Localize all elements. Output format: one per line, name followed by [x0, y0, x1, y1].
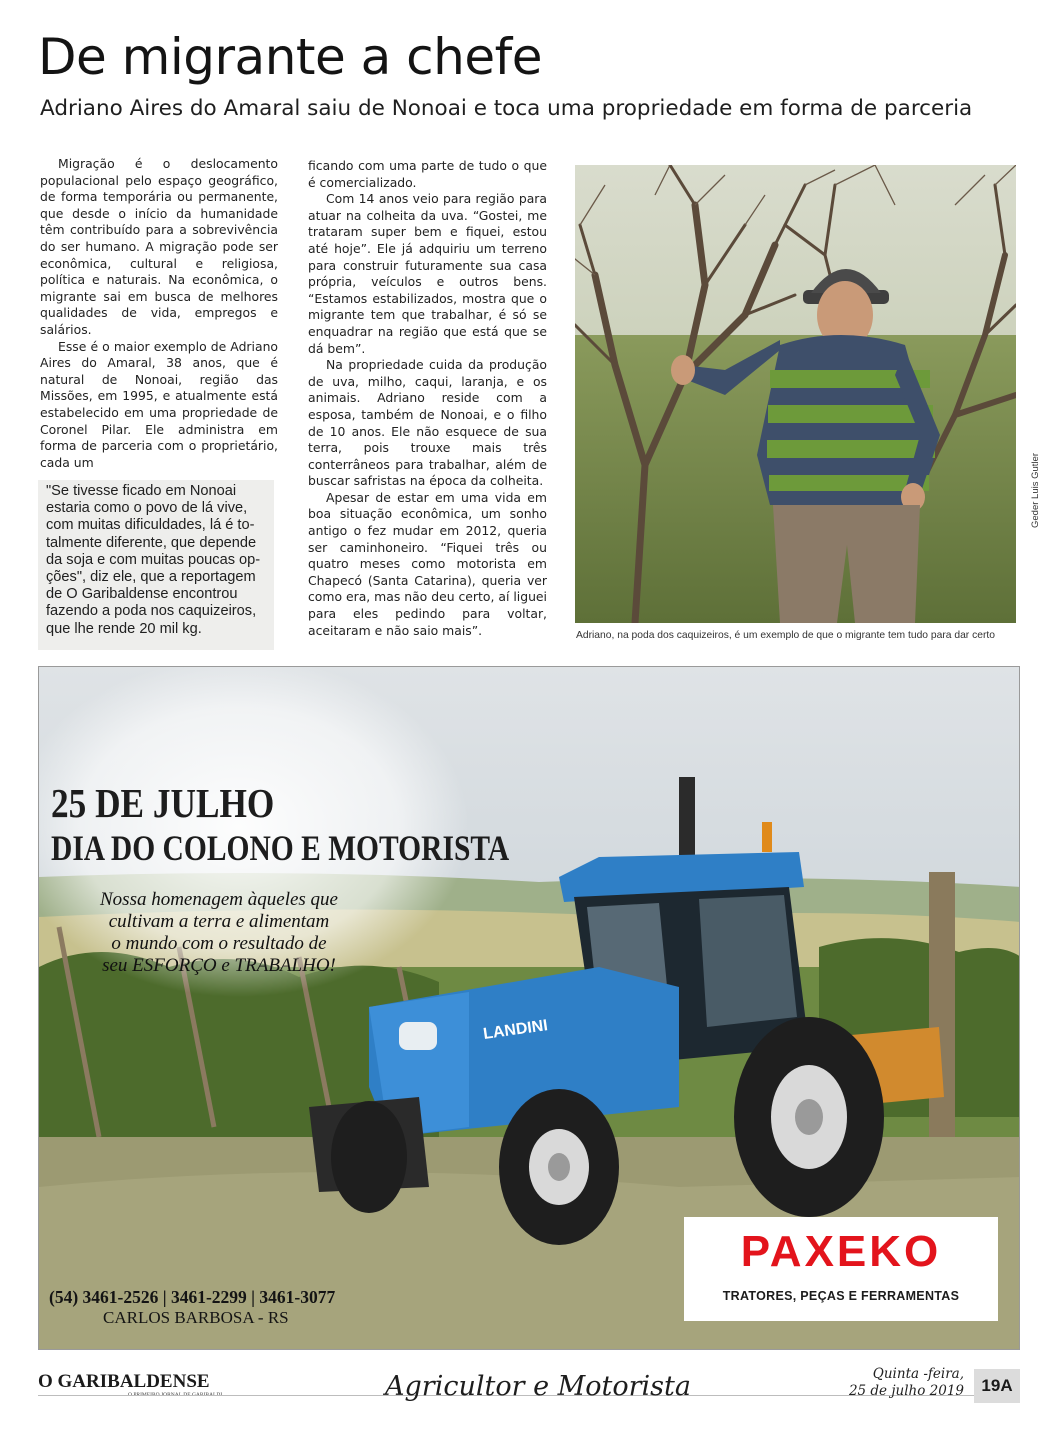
- pull-quote-line: ções", diz ele, que a reportagem: [46, 569, 256, 586]
- article-paragraph: Com 14 anos veio para região para atuar na colheita da uva. “Gostei, me trataram super bem e fiquei, estou até hoje”. Ele já adquiriu um terreno para construir futuramente sua casa própria, veículos e outros bens. “Estamos estabilizados, mostra que o migrante tem que trabalhar, é só se enquadrar na região que está que se dá bem”.: [308, 191, 547, 356]
- pull-quote-line: "Se tivesse ficado em Nonoai: [46, 483, 237, 499]
- pull-quote-line: talmente diferente, que depende: [46, 534, 257, 551]
- pull-quote-line: estaria como o povo de lá vive,: [46, 500, 248, 517]
- farmer-pruning-photo: [575, 165, 1016, 623]
- article-photo: [575, 165, 1016, 623]
- ad-city: CARLOS BARBOSA - RS: [103, 1308, 289, 1327]
- newspaper-masthead: O GARIBALDENSE: [38, 1371, 210, 1392]
- article-paragraph: Apesar de estar em uma vida em boa situação econômica, um sonho antigo o fez mudar em 2012, queria ser caminhoneiro. “Fiquei três ou quatro meses como motorista em Chapecó (Santa Catarina), queria ver como era, mas não deu certo, aí liguei para eles pedindo para voltar, aceitaram e não saio mais”.: [308, 489, 547, 638]
- page-number: 19A: [974, 1369, 1020, 1403]
- logo-wordmark: PAXEKO: [740, 1227, 942, 1276]
- pull-quote: [38, 480, 274, 650]
- article-paragraph: ficando com uma parte de tudo o que é comercializado.: [308, 158, 547, 190]
- pull-quote-line: fazendo a poda nos caquizeiros,: [46, 603, 257, 620]
- issue-date: [830, 1366, 964, 1400]
- ad-tagline-line: o mundo com o resultado de: [111, 933, 327, 954]
- pull-quote-line: da soja e com muitas poucas op-: [46, 551, 261, 568]
- subheadline: Adriano Aires do Amaral saiu de Nonoai e toca uma propriedade em forma de parceria: [40, 96, 973, 121]
- pull-quote-line: com muitas dificuldades, lá é to-: [46, 517, 255, 534]
- ad-subtitle: DIA DO COLONO E MOTORISTA: [51, 828, 510, 868]
- paxeko-logo: [684, 1217, 998, 1321]
- ad-phone-numbers: (54) 3461-2526 | 3461-2299 | 3461-3077: [49, 1287, 336, 1307]
- photo-caption: Adriano, na poda dos caquizeiros, é um exemplo de que o migrante tem tudo para dar certo: [576, 630, 995, 641]
- ad-tagline-line: Nossa homenagem àqueles que: [100, 889, 338, 910]
- ad-tagline-line: cultivam a terra e alimentam: [108, 911, 330, 932]
- issue-weekday: Quinta -feira,: [872, 1366, 964, 1382]
- headline: De migrante a chefe: [38, 28, 542, 86]
- article-paragraph: Migração é o deslocamento populacional pelo espaço geográfico, de forma temporária ou permanente, que desde o início da humanidade têm contribuído para a sobrevivência do ser humano. A migração pode ser econômica, cultural e religiosa, política e naturais. Na econômica, o migrante sai em busca de melhores qualidades de vida, empregos e salários.: [40, 156, 278, 337]
- article-paragraph: Esse é o maior exemplo de Adriano Aires do Amaral, 38 anos, que é natural de Nonoai, região das Missões, em 1995, e atualmente está estabelecido em uma propriedade de Coronel Pilar. Ele administra em forma de parceria com o proprietário, cada um: [40, 338, 278, 470]
- section-title: Agricultor e Motorista: [385, 1371, 691, 1402]
- tractor-brand-label: LANDINI: [482, 1017, 549, 1043]
- article-column-1: [40, 156, 278, 471]
- photo-credit: Geder Luis Gutler: [1030, 453, 1041, 528]
- article-column-2: [308, 158, 547, 639]
- ad-title: 25 DE JULHO: [51, 780, 275, 826]
- pull-quote-line: que lhe rende 20 mil kg.: [46, 620, 202, 637]
- ad-tagline-line: seu ESFORÇO e TRABALHO!: [102, 955, 336, 976]
- issue-day: 25 de julho 2019: [848, 1383, 964, 1399]
- article-paragraph: Na propriedade cuida da produção de uva, milho, caqui, laranja, e os animais. Adriano reside com a esposa, também de Nonoai, e o filho de 10 anos. Ele não esquece de sua terra, pois trouxe mais três conterrâneos para trabalhar, além de buscar safristas na época da colheita.: [308, 357, 547, 489]
- ad-tagline: [69, 889, 369, 977]
- pull-quote-line: de O Garibaldense encontrou: [46, 586, 238, 603]
- logo-subtitle: TRATORES, PEÇAS E FERRAMENTAS: [722, 1289, 960, 1303]
- advertisement: [38, 666, 1020, 1350]
